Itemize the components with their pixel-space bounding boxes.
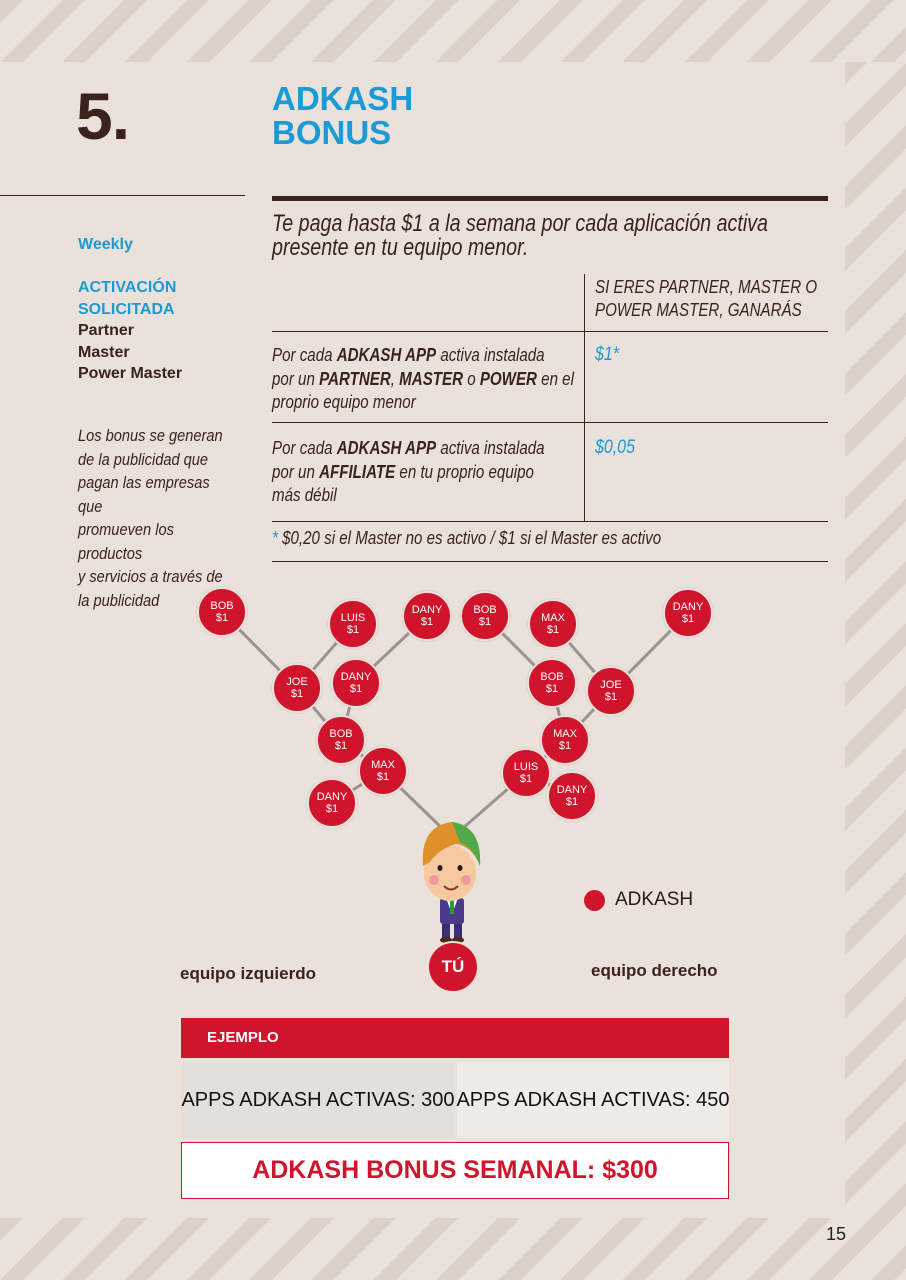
table-row — [272, 423, 828, 522]
divider-left — [0, 195, 245, 196]
bonus-note: Los bonus se generan de la publicidad que pagan las empresas que promueven los productos y servicios a través de la publicidad — [78, 426, 223, 610]
section-title-line1: ADKASH — [272, 80, 414, 117]
tree-node-value: $1 — [546, 624, 560, 636]
activation-label-1: ACTIVACIÓN — [78, 279, 177, 296]
left-team-label: equipo izquierdo — [180, 964, 316, 983]
row1-value: $1* — [595, 344, 619, 365]
table-header: SI ERES PARTNER, MASTER O POWER MASTER, GANARÁS — [595, 277, 818, 320]
tree-node-name: JOE — [286, 676, 308, 688]
row2-value: $0,05 — [595, 437, 635, 458]
tree-node — [501, 748, 551, 798]
legend-label: ADKASH — [615, 889, 694, 910]
frequency-label: Weekly — [78, 236, 133, 253]
tree-node-value: $1 — [681, 613, 695, 625]
tree-node-value: $1 — [420, 616, 434, 628]
tree-node — [316, 715, 366, 765]
tree-node — [197, 587, 247, 637]
tree-node — [540, 715, 590, 765]
tree-node-value: $1 — [349, 683, 363, 695]
tree-node-name: DANY — [672, 601, 704, 613]
tree-node-value: $1 — [519, 773, 533, 785]
rank-partner: Partner — [78, 322, 135, 339]
bonus-table — [272, 274, 828, 562]
tree-node-value: $1 — [545, 683, 559, 695]
page-number: 15 — [826, 1224, 847, 1244]
tree-node-name: DANY — [411, 604, 443, 616]
tree-node — [460, 591, 510, 641]
table-footnote-row — [272, 522, 828, 562]
tree-node-name: BOB — [540, 671, 564, 683]
tree-node-name: LUIS — [340, 612, 366, 624]
tree-node-name: DANY — [340, 671, 372, 683]
tree-node-name: DANY — [556, 784, 588, 796]
tree-node — [528, 599, 578, 649]
legend-dot-icon — [584, 890, 605, 911]
right-team-label: equipo derecho — [591, 961, 718, 980]
tree-node — [402, 591, 452, 641]
tree-node — [586, 666, 636, 716]
tree-node-value: $1 — [376, 771, 390, 783]
tree-node — [663, 588, 713, 638]
example-right-team: APPS ADKASH ACTIVAS: 450 — [457, 1062, 729, 1138]
tree-node-name: JOE — [600, 679, 622, 691]
tree-node-name: BOB — [473, 604, 497, 616]
rank-master: Master — [78, 343, 130, 361]
rank-power-master: Power Master — [78, 365, 183, 382]
decorative-stripes-bottom — [0, 1218, 906, 1280]
tree-node — [272, 663, 322, 713]
decorative-stripes-top — [0, 0, 906, 62]
activation-label-2: SOLICITADA — [78, 300, 175, 318]
divider-main — [272, 196, 828, 201]
section-title — [272, 82, 532, 150]
tree-node — [328, 599, 378, 649]
tree-node — [358, 746, 408, 796]
user-avatar-figure — [423, 822, 480, 943]
tree-node-value: $1 — [604, 691, 618, 703]
section-number: 5. — [76, 79, 130, 153]
table-header-row — [272, 274, 828, 332]
tree-node-value: $1 — [290, 688, 304, 700]
tree-node-value: $1 — [334, 740, 348, 752]
tree-node — [331, 658, 381, 708]
tree-node-value: $1 — [478, 616, 492, 628]
table-row — [272, 332, 828, 423]
section-title-line2: BONUS — [272, 114, 392, 151]
example-header: EJEMPLO — [181, 1018, 729, 1058]
activation-block — [78, 277, 182, 385]
tree-node-name: DANY — [316, 791, 348, 803]
tree-node-value: $1 — [565, 796, 579, 808]
example-total: ADKASH BONUS SEMANAL: $300 — [181, 1142, 729, 1199]
example-left-team: APPS ADKASH ACTIVAS: 300 — [181, 1062, 455, 1138]
root-node-you: TÚ — [427, 941, 479, 993]
table-footnote: * $0,20 si el Master no es activo / $1 si el Master es activo — [272, 528, 662, 548]
tree-node-name: LUIS — [513, 761, 539, 773]
tree-node — [547, 771, 597, 821]
tree-node-value: $1 — [346, 624, 360, 636]
row1-description: Por cada ADKASH APP activa instalada por un PARTNER, MASTER o POWER en el proprio equipo menor — [272, 345, 574, 412]
tree-node-name: MAX — [371, 759, 395, 771]
tree-node-name: BOB — [329, 728, 353, 740]
tree-node-name: MAX — [541, 612, 565, 624]
tree-node-value: $1 — [215, 612, 229, 624]
tree-node — [307, 778, 357, 828]
tree-node — [527, 658, 577, 708]
tree-node-name: BOB — [210, 600, 234, 612]
tree-node-value: $1 — [325, 803, 339, 815]
team-tree-lines — [0, 580, 906, 1000]
lead-text: Te paga hasta $1 a la semana por cada aplicación activa presente en tu equipo menor. — [272, 210, 768, 261]
tree-node-value: $1 — [558, 740, 572, 752]
tree-node-name: MAX — [553, 728, 577, 740]
row2-description: Por cada ADKASH APP activa instalada por un AFFILIATE en tu proprio equipo más débil — [272, 438, 545, 505]
